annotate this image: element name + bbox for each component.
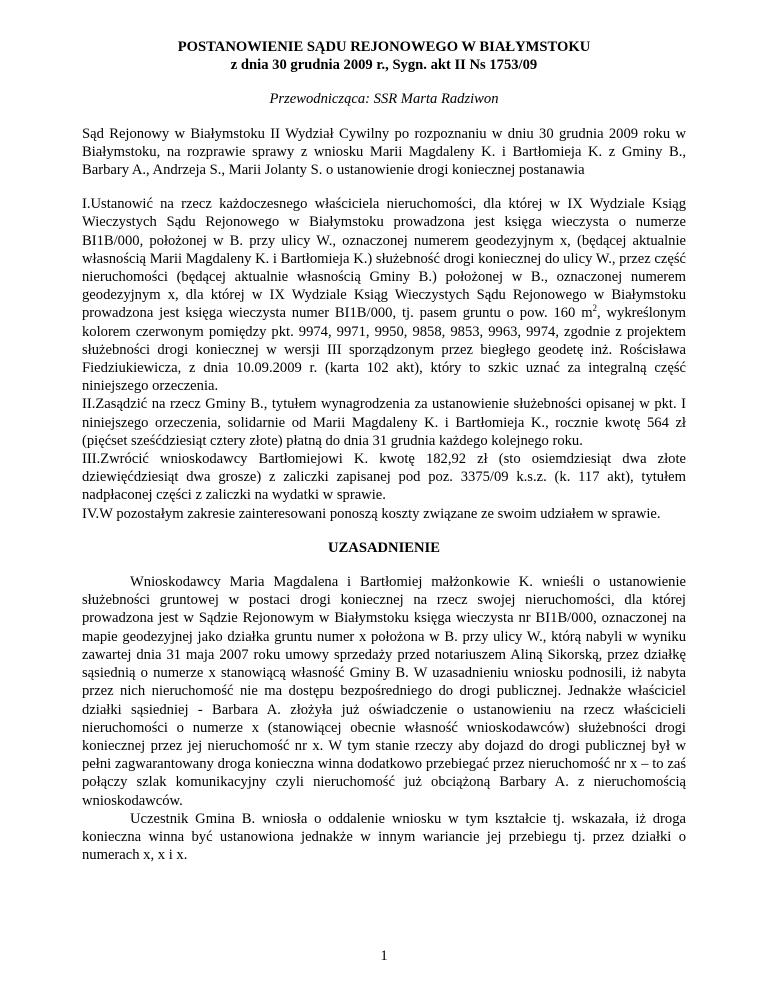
ruling-point-2: II.Zasądzić na rzecz Gminy B., tytułem wynagrodzenia za ustanowienie służebności opisanej w pkt. I niniejszego orzeczenia, solidarnie od Marii Magdaleny K. i Bartłomieja K., rocznie kwotę 564 zł (pięćset sześćdziesiąt cztery złote) płatną do dnia 31 grudnia każdego kolejnego roku.: [82, 396, 686, 449]
spacer: [82, 179, 686, 195]
justification-heading: UZASADNIENIE: [328, 539, 440, 556]
intro-paragraph: Sąd Rejonowy w Białymstoku II Wydział Cywilny po rozpoznaniu w dniu 30 grudnia 2009 roku w Białymstoku, na rozprawie sprawy z wniosku Marii Magdaleny K. i Bartłomieja K. z Gminy B., Barbary A., Andrzeja S., Marii Jolanty S. o ustanowienie drogi koniecznej postanawia: [82, 125, 686, 179]
ruling-point-1-text-a: I.Ustanowić na rzecz każdoczesnego właściciela nieruchomości, dla której w IX Wydziale Ksiąg Wieczystych Sądu Rejonowego w Białymstoku prowadzona jest księga wieczysta o numerze BI1B/000, położonej w B. przy ulicy W., oznaczonej numerem geodezyjnym x, (będącej aktualnie własnością Marii Magdaleny K. i Bartłomieja K.) służebność drogi koniecznej do ulicy W., przez część nieruchomości (będącej aktualnie własnością Gminy B.) położonej w B., oznaczonej numerem geodezyjnym x, dla której w IX Wydziale Ksiąg Wieczystych Sądu Rejonowego w Białymstoku prowadzona jest księga wieczysta numer BI1B/000, tj. pasem gruntu o pow. 160 m: [82, 196, 686, 322]
document-title-line1: POSTANOWIENIE SĄDU REJONOWEGO W BIAŁYMSTOKU: [177, 39, 591, 55]
ruling-point-3: III.Zwrócić wnioskodawcy Bartłomiejowi K. kwotę 182,92 zł (sto osiemdziesiąt dwa złote dziewięćdziesiąt dwa grosze) z zaliczki zapisanej pod poz. 3375/09 k.s.z. (k. 117 akt), tytułem nadpłaconej części z zaliczki na wydatki w sprawie.: [82, 451, 686, 504]
presiding-judge: Przewodnicząca: SSR Marta Radziwon: [269, 91, 499, 108]
justification-paragraph-1: Wnioskodawcy Maria Magdalena i Bartłomiej małżonkowie K. wnieśli o ustanowienie służebności gruntowej w postaci drogi koniecznej na rzecz swojej nieruchomości, dla której prowadzona jest w Sądzie Rejonowym w Białymstoku księga wieczysta nr BI1B/000, oznaczonej na mapie geodezyjnej jako działka gruntu numer x położona w B. przy ulicy W., którą nabyli w wyniku zawartej dnia 31 maja 2007 roku umowy sprzedaży przed notariuszem Aliną Sikorską, przez działkę sąsiednią o numerze x stanowiącą własność Gminy B. W uzasadnieniu wniosku podnosili, iż nabyta przez nich nieruchomość nie ma dostępu bezpośredniego do drogi publicznej. Jednakże właściciel działki sąsiedniej - Barbara A. złożyła już oświadczenie o ustanowieniu na rzecz właścicieli nieruchomości o numerze x (stanowiącej obecnie własność wnioskodawców) służebności drogi koniecznej przez jej nieruchomość nr x. W tym stanie rzeczy aby dojazd do drogi publicznej był w pełni zagwarantowany droga konieczna winna dodatkowo przebiegać przez nieruchomość nr x – to zaś połączy szlak komunikacyjny czyli nieruchomość już obciążoną Barbary A. z nieruchomością wnioskodawców.: [82, 574, 686, 809]
page-number: 1: [380, 948, 388, 964]
document-page: [82, 38, 686, 864]
document-title-line2: z dnia 30 grudnia 2009 r., Sygn. akt II Ns 1753/09: [230, 57, 538, 74]
superscript-2: 2: [592, 303, 598, 314]
ruling-point-4: IV.W pozostałym zakresie zainteresowani ponoszą koszty związane ze swoim udziałem w sprawie.: [82, 505, 661, 522]
justification-paragraph-2: Uczestnik Gmina B. wniosła o oddalenie wniosku w tym kształcie tj. wskazała, iż droga konieczna winna być ustanowiona jednakże w innym wariancie jej przebiegu tj. przez działki o numerach x, x i x.: [82, 810, 686, 864]
ruling-point-1: [82, 195, 686, 395]
ruling-point-1-text-b: , wykreślonym kolorem czerwonym pomiędzy pkt. 9974, 9971, 9950, 9858, 9853, 9963, 9974, zgodnie z projektem służebności drogi koniecznej w wersji III sporządzonym przez biegłego geodetę inż. Rościsława Fiedziukiewicza, z dnia 10.09.2009 r. (karta 102 akt), który to szkic uznać za integralną część niniejszego orzeczenia.: [82, 305, 686, 395]
